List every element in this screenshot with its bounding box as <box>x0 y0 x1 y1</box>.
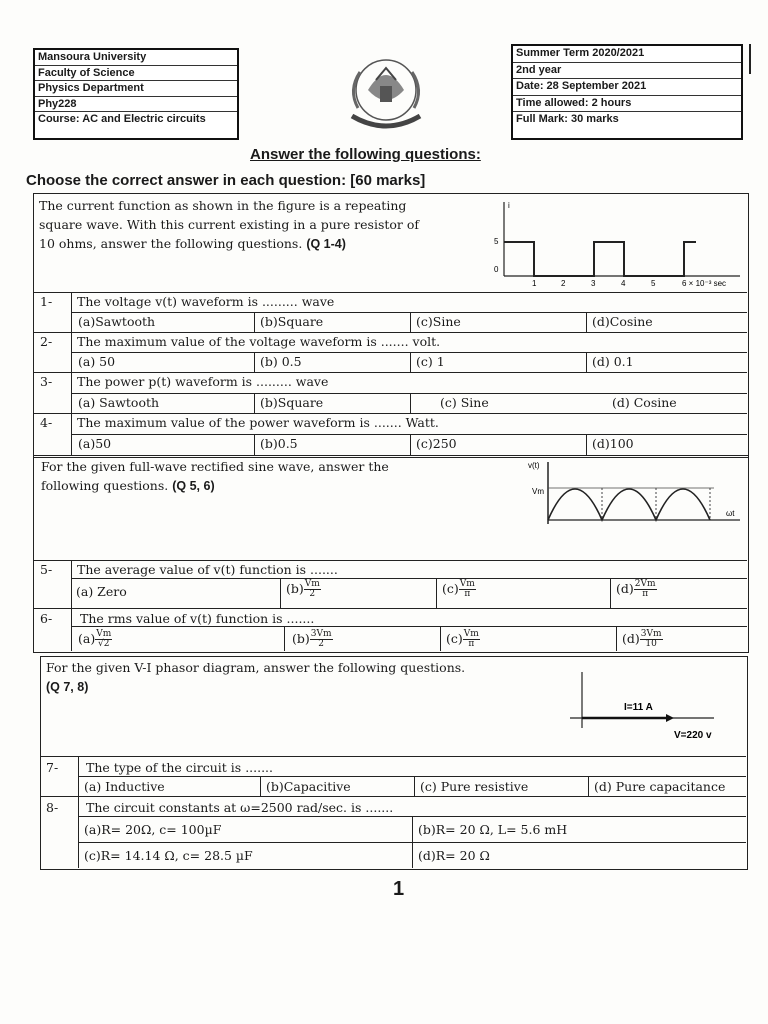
q2-text: The maximum value of the voltage waveform is ....... volt. <box>77 334 441 349</box>
q1-option-b: (b)Square <box>260 314 324 329</box>
full-mark: Full Mark: 30 marks <box>516 113 619 125</box>
q4-option-b: (b)0.5 <box>260 436 298 451</box>
q3-number: 3- <box>40 374 53 389</box>
q6-option-d: (d) $\frac{3Vm}{10}$ <box>622 629 662 649</box>
q5-option-c: (c) $\frac{Vm}{\pi}$ <box>442 579 475 599</box>
svg-text:5: 5 <box>651 279 656 288</box>
university-name: Mansoura University <box>35 50 237 66</box>
q3-text: The power p(t) waveform is ......... wave <box>77 374 329 389</box>
intro-2-line-2: following questions. <box>41 478 169 493</box>
q6-text: The rms value of v(t) function is ....... <box>80 611 315 626</box>
intro-2-ref: (Q 5, 6) <box>172 479 215 493</box>
intro-2 <box>41 457 491 496</box>
intro-2-line-1: For the given full-wave rectified sine wave, answer the <box>41 459 389 474</box>
q8-option-d: (d)R= 20 Ω <box>418 848 490 863</box>
y-level-label: 5 <box>494 237 499 246</box>
q5-option-b: (b) $\frac{Vm}{2}$ <box>286 579 320 599</box>
course-title: Course: AC and Electric circuits <box>38 113 206 125</box>
intro-1-ref: (Q 1-4) <box>306 237 346 251</box>
section-heading: Choose the correct answer in each question: [60 marks] <box>26 172 426 189</box>
q1-option-c: (c)Sine <box>416 314 461 329</box>
q4-option-d: (d)100 <box>592 436 634 451</box>
page-title: Answer the following questions: <box>250 146 481 163</box>
zero-label: 0 <box>494 265 499 274</box>
voltage-phasor-label: V=220 v <box>674 730 712 741</box>
intro-1 <box>39 196 479 254</box>
exam-date: Date: 28 September 2021 <box>513 79 741 96</box>
vm-label: Vm <box>532 487 544 496</box>
q8-option-a: (a)R= 20Ω, c= 100µF <box>84 822 222 837</box>
q7-option-b: (b)Capacitive <box>266 779 351 794</box>
q8-text: The circuit constants at ω=2500 rad/sec. is ....... <box>86 800 394 815</box>
q3-option-c: (c) Sine <box>440 395 489 410</box>
q1-number: 1- <box>40 294 53 309</box>
q6-option-c: (c) $\frac{Vm}{\pi}$ <box>446 629 479 649</box>
q5-number: 5- <box>40 562 53 577</box>
q4-number: 4- <box>40 415 53 430</box>
rectified-sine-figure <box>528 458 744 530</box>
q7-option-d: (d) Pure capacitance <box>594 779 726 794</box>
q4-text: The maximum value of the power waveform is ....... Watt. <box>77 415 439 430</box>
svg-text:6 × 10⁻³ sec: 6 × 10⁻³ sec <box>682 279 727 288</box>
q8-option-b: (b)R= 20 Ω, L= 5.6 mH <box>418 822 568 837</box>
x-ticks <box>532 279 726 288</box>
svg-text:3: 3 <box>591 279 596 288</box>
course-code: Phy228 <box>35 97 237 113</box>
phasor-diagram-figure <box>566 668 746 744</box>
intro-1-line-1: The current function as shown in the figure is a repeating <box>39 198 407 213</box>
q2-option-d: (d) 0.1 <box>592 354 634 369</box>
q2-option-b: (b) 0.5 <box>260 354 302 369</box>
q1-option-a: (a)Sawtooth <box>78 314 156 329</box>
q2-number: 2- <box>40 334 53 349</box>
page-number: 1 <box>393 878 405 900</box>
svg-text:1: 1 <box>532 279 537 288</box>
q8-number: 8- <box>46 800 59 815</box>
q8-option-c: (c)R= 14.14 Ω, c= 28.5 µF <box>84 848 253 863</box>
current-phasor-label: I=11 A <box>624 702 653 713</box>
intro-3-ref: (Q 7, 8) <box>46 680 89 694</box>
time-allowed: Time allowed: 2 hours <box>513 96 741 113</box>
q3-option-a: (a) Sawtooth <box>78 395 160 410</box>
q1-row <box>40 294 52 309</box>
faculty-name: Faculty of Science <box>35 66 237 82</box>
q6-option-a: (a) $\frac{Vm}{√2}$ <box>78 629 112 649</box>
q5-option-d: (d) $\frac{2Vm}{\pi}$ <box>616 579 656 599</box>
university-logo <box>338 50 434 136</box>
year: 2nd year <box>513 63 741 80</box>
svg-text:2: 2 <box>561 279 566 288</box>
intro-3-line-1: For the given V-I phasor diagram, answer the following questions. <box>46 660 466 675</box>
q4-option-a: (a)50 <box>78 436 112 451</box>
q2-option-c: (c) 1 <box>416 354 445 369</box>
term: Summer Term 2020/2021 <box>513 46 741 63</box>
header-right-box <box>511 44 743 140</box>
q2-option-a: (a) 50 <box>78 354 116 369</box>
q7-text: The type of the circuit is ....... <box>86 760 274 775</box>
q7-option-c: (c) Pure resistive <box>420 779 529 794</box>
q7-number: 7- <box>46 760 59 775</box>
header-left-box <box>33 48 239 140</box>
q7-option-a: (a) Inductive <box>84 779 165 794</box>
department-name: Physics Department <box>35 81 237 97</box>
margin-mark <box>749 44 751 74</box>
intro-3 <box>46 658 586 697</box>
vt-axis-label: v(t) <box>528 461 540 470</box>
q4-option-c: (c)250 <box>416 436 457 451</box>
q3-option-d: (d) Cosine <box>612 395 677 410</box>
q6-option-b: (b) $\frac{3Vm}{2}$ <box>292 629 332 649</box>
q1-option-d: (d)Cosine <box>592 314 653 329</box>
square-wave-figure <box>490 196 742 292</box>
q5-text: The average value of v(t) function is ....... <box>77 562 338 577</box>
svg-text:4: 4 <box>621 279 626 288</box>
q3-option-b: (b)Square <box>260 395 324 410</box>
q5-option-a: (a) Zero <box>76 584 127 599</box>
intro-1-line-2: square wave. With this current existing in a pure resistor of <box>39 217 420 232</box>
q6-number: 6- <box>40 611 53 626</box>
axis-i-label: i <box>508 201 510 210</box>
q1-text: The voltage v(t) waveform is ......... wave <box>77 294 335 309</box>
wt-axis-label: ωt <box>726 509 735 518</box>
intro-1-line-3: 10 ohms, answer the following questions. <box>39 236 303 251</box>
